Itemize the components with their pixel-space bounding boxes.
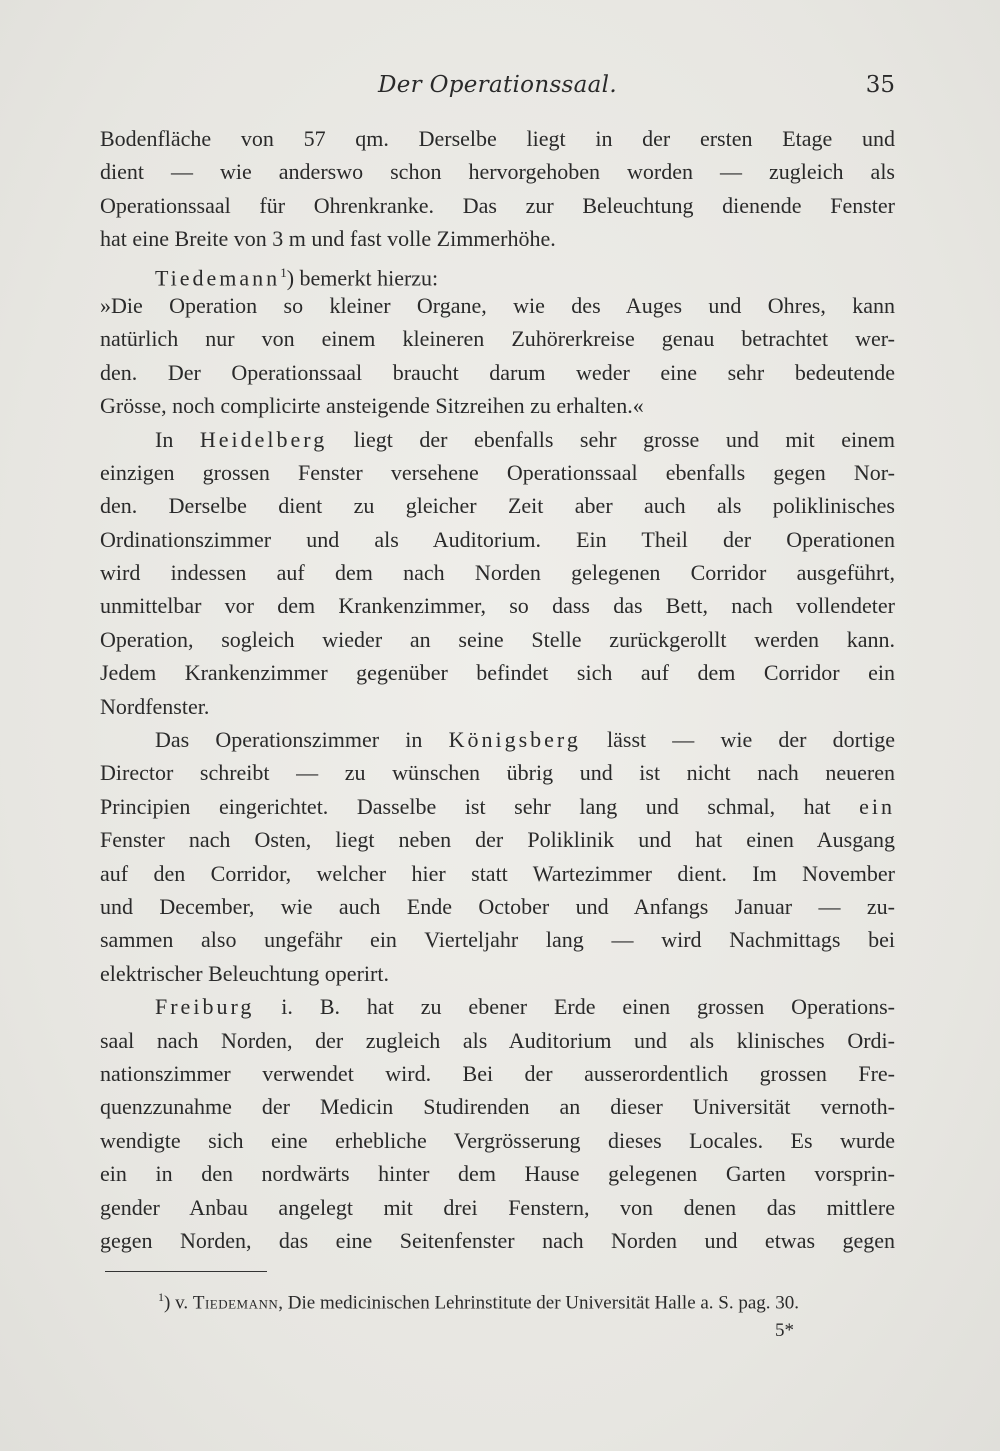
text-line [100,990,895,1023]
text-fragment: ) bemerkt hierzu: [286,264,439,290]
text-line: Nordfenster. [100,693,210,719]
text-line: den. Der Operationssaal braucht darum weder eine sehr bedeutende [100,359,895,385]
text-line: wird indessen auf dem nach Norden gelegenen Corridor ausgeführt, [100,560,895,586]
quote-paragraph [100,289,895,423]
text-fragment: Principien eingerichtet. Dasselbe ist sehr lang und schmal, hat [100,793,831,819]
text-line [100,723,895,756]
text-line: Operationssaal für Ohrenkranke. Das zur Beleuchtung dienende Fenster [100,192,895,218]
text-line: natürlich nur von einem kleineren Zuhörerkreise genau betrachtet wer- [100,326,895,352]
text-line: gegen Norden, das eine Seitenfenster nach Norden und etwas gegen [100,1227,895,1253]
running-head [100,72,895,104]
footnote-prefix: ) v. [164,1292,193,1314]
footnote-ref: 1 [280,264,287,280]
text-line: quenzzunahme der Medicin Studirenden an dieser Universität vernoth- [100,1094,895,1120]
text-fragment: lässt — wie der dortige [580,727,895,753]
place-name: Heidelberg [199,426,328,452]
text-line [100,790,895,823]
text-line: »Die Operation so kleiner Organe, wie des Auges und Ohres, kann [100,292,895,318]
text-line [100,423,895,456]
body-text [100,122,895,1257]
signature-mark: 5* [775,1320,794,1341]
text-line: auf den Corridor, welcher hier statt Wartezimmer dient. Im November [100,860,895,886]
text-line: nationszimmer verwendet wird. Bei der ausserordentlich grossen Fre- [100,1060,895,1086]
paragraph [100,122,895,256]
paragraph [100,990,895,1257]
text-line: unmittelbar vor dem Krankenzimmer, so dass das Bett, nach vollendeter [100,593,895,619]
text-fragment: In [155,426,200,452]
place-name: Königsberg [448,727,581,753]
text-fragment: liegt der ebenfalls sehr grosse und mit einem [327,426,895,452]
text-line: einzigen grossen Fenster versehene Operationssaal ebenfalls gegen Nor- [100,459,895,485]
text-line: Operation, sogleich wieder an seine Stelle zurückgerollt werden kann. [100,626,895,652]
footnote-author: Tiedemann [192,1292,279,1314]
text-line: Grösse, noch complicirte ansteigende Sitzreihen zu erhalten.« [100,393,644,419]
text-line: Director schreibt — zu wünschen übrig und ist nicht nach neueren [100,760,895,786]
text-line: Fenster nach Osten, liegt neben der Poliklinik und hat einen Ausgang [100,827,895,853]
text-line: gender Anbau angelegt mit drei Fenstern, von denen das mittlere [100,1194,895,1220]
text-line: wendigte sich eine erhebliche Vergrösserung dieses Locales. Es wurde [100,1127,895,1153]
text-line: elektrischer Beleuchtung operirt. [100,960,389,986]
place-name: Freiburg [155,994,255,1020]
running-title: Der Operationssaal. [378,72,617,98]
emphasized-word: ein [859,793,895,819]
footnote-text: , Die medicinischen Lehrinstitute der Universität Halle a. S. pag. 30. [278,1292,800,1314]
footnote-rule [105,1271,267,1272]
text-line: saal nach Norden, der zugleich als Auditorium und als klinisches Ordi- [100,1027,895,1053]
paragraph [100,423,895,724]
footnote [158,1290,898,1314]
text-line: Ordinationszimmer und als Auditorium. Ein Theil der Operationen [100,526,895,552]
text-fragment: i. B. hat zu ebener Erde einen grossen Operations- [254,994,895,1020]
text-line: Bodenfläche von 57 qm. Derselbe liegt in der ersten Etage und [100,126,895,151]
text-fragment: Das Operationszimmer in [155,727,449,753]
text-line: dient — wie anderswo schon hervorgehoben worden — zugleich als [100,159,895,185]
text-line: sammen also ungefähr ein Vierteljahr lang — wird Nachmittags bei [100,927,895,953]
footnote-marker: 1 [158,1290,164,1304]
paragraph [100,256,895,289]
text-line: und December, wie auch Ende October und Anfangs Januar — zu- [100,893,895,919]
page-number: 35 [865,72,895,98]
paragraph [100,723,895,990]
text-line: hat eine Breite von 3 m und fast volle Zimmerhöhe. [100,226,556,252]
text-line: den. Derselbe dient zu gleicher Zeit aber auch als poliklinisches [100,493,895,519]
text-line [100,256,895,289]
text-line: Jedem Krankenzimmer gegenüber befindet sich auf dem Corridor ein [100,660,895,686]
person-name: Tiedemann [155,264,281,290]
text-line: ein in den nordwärts hinter dem Hause gelegenen Garten vorsprin- [100,1161,895,1187]
